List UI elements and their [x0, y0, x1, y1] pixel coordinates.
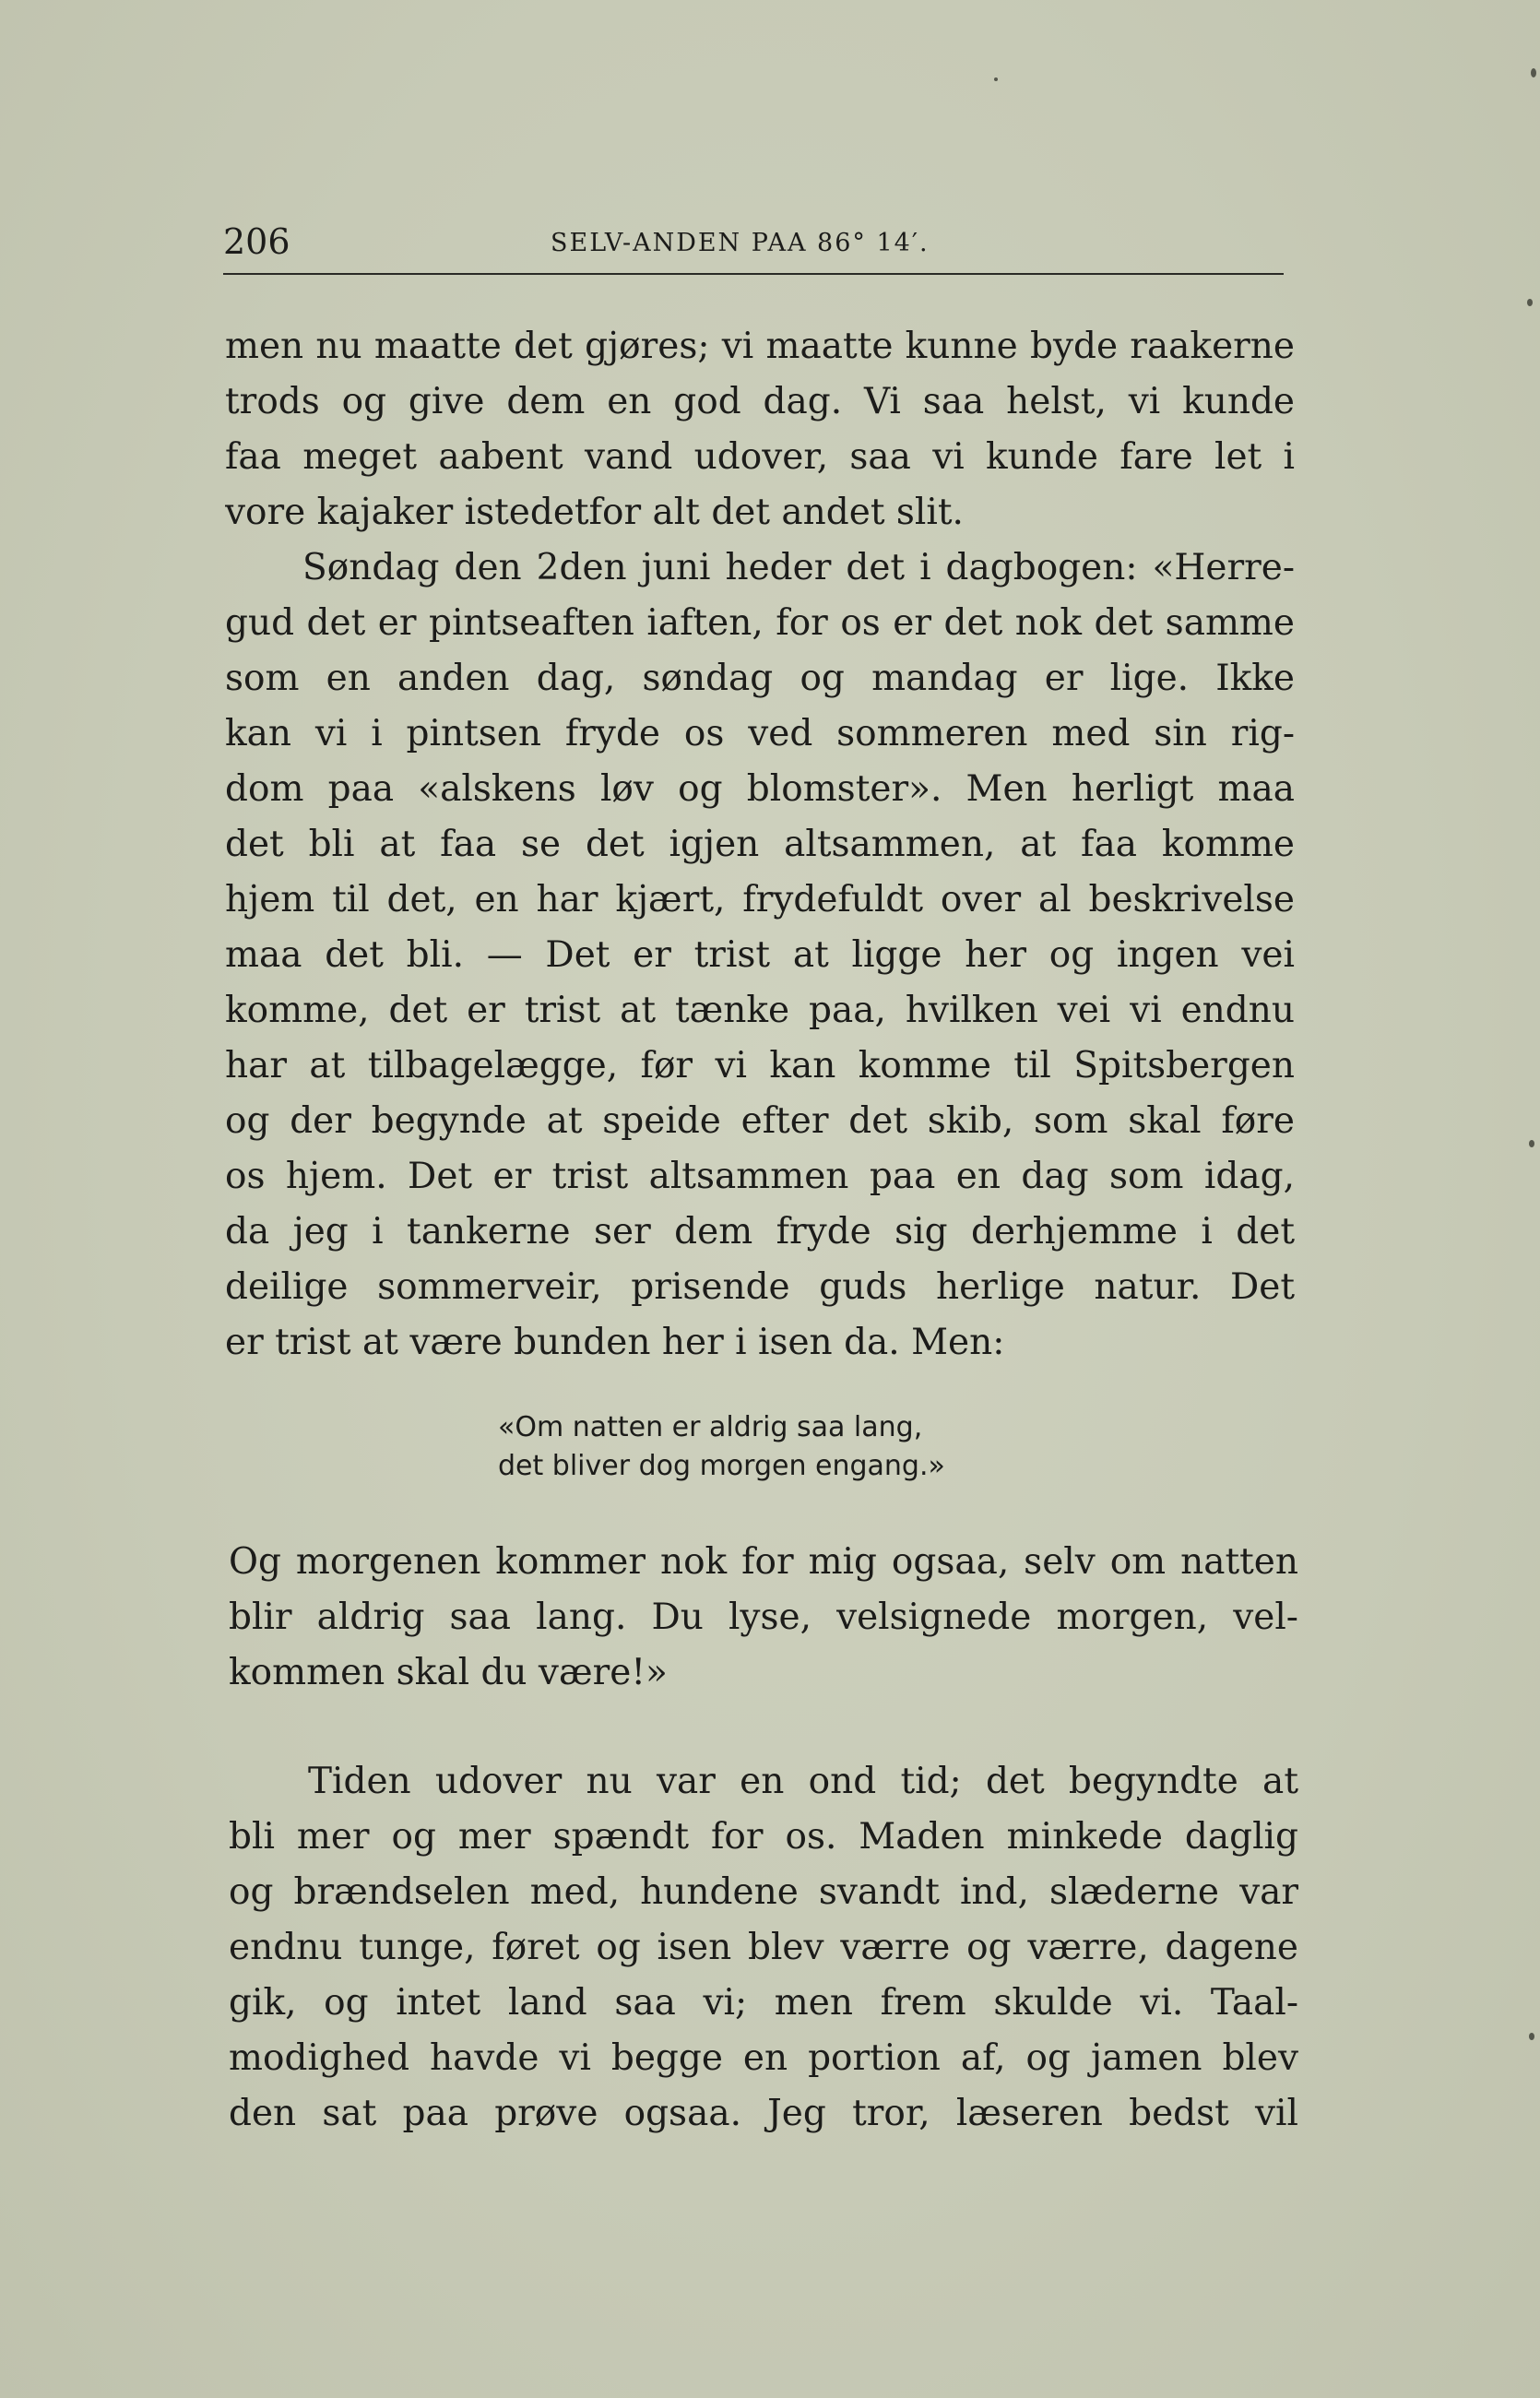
paper-speck — [994, 77, 998, 81]
text-line: os hjem. Det er trist altsammen paa en dag som idag, — [225, 1156, 1295, 1197]
verse-line: «Om natten er aldrig saa lang, — [498, 1411, 923, 1443]
paper-speck — [1527, 299, 1533, 306]
text-line: Tiden udover nu var en ond tid; det begyndte at — [308, 1761, 1298, 1802]
text-line: komme, det er trist at tænke paa, hvilken vei vi endnu — [225, 990, 1295, 1031]
text-line: den sat paa prøve ogsaa. Jeg tror, læseren bedst vil — [229, 2093, 1298, 2134]
paragraph-1 — [225, 319, 1295, 540]
text-line: maa det bli. — Det er trist at ligge her og ingen vei — [225, 934, 1295, 976]
text-line: blir aldrig saa lang. Du lyse, velsignede morgen, vel- — [229, 1597, 1298, 1638]
paper-speck — [1529, 1140, 1534, 1147]
running-head: SELV-ANDEN PAA 86° 14′. — [551, 229, 930, 257]
text-line: det bli at faa se det igjen altsammen, at faa komme — [225, 824, 1295, 865]
text-line: dom paa «alskens løv og blomster». Men herligt maa — [225, 768, 1295, 810]
text-line: men nu maatte det gjøres; vi maatte kunne byde raakerne — [225, 326, 1295, 367]
verse-line: det bliver dog morgen engang.» — [498, 1450, 945, 1482]
body-text-lower — [229, 1754, 1298, 2142]
paper-speck — [1531, 68, 1536, 77]
paper-speck — [1529, 2033, 1534, 2040]
text-line: er trist at være bunden her i isen da. Men: — [225, 1322, 1005, 1363]
text-line: trods og give dem en god dag. Vi saa helst, vi kunde — [225, 381, 1295, 422]
verse-quote — [498, 1408, 945, 1486]
text-line: hjem til det, en har kjært, frydefuldt over al beskrivelse — [225, 879, 1295, 920]
text-line: gik, og intet land saa vi; men frem skulde vi. Taal- — [229, 1982, 1298, 2024]
text-line: modighed havde vi begge en portion af, og jamen blev — [229, 2037, 1298, 2079]
text-line: deilige sommerveir, prisende guds herlige natur. Det — [225, 1266, 1295, 1308]
text-line: gud det er pintseaften iaften, for os er det nok det samme — [225, 602, 1295, 644]
page-header — [223, 214, 1284, 269]
text-line: Og morgenen kommer nok for mig ogsaa, selv om natten — [229, 1541, 1298, 1583]
body-text-upper — [225, 319, 1295, 1371]
text-line: og brændselen med, hundene svandt ind, slæderne var — [229, 1871, 1298, 1913]
text-line: Søndag den 2den juni heder det i dagbogen: «Herre- — [302, 547, 1295, 588]
text-line: bli mer og mer spændt for os. Maden minkede daglig — [229, 1816, 1298, 1858]
body-text-middle — [229, 1535, 1298, 1701]
text-line: vore kajaker istedetfor alt det andet slit. — [225, 492, 964, 533]
text-line: da jeg i tankerne ser dem fryde sig derhjemme i det — [225, 1211, 1295, 1252]
page-number: 206 — [223, 221, 290, 262]
text-line: og der begynde at speide efter det skib, som skal føre — [225, 1100, 1295, 1142]
text-line: kan vi i pintsen fryde os ved sommeren med sin rig- — [225, 713, 1295, 754]
text-line: kommen skal du være!» — [229, 1652, 668, 1693]
text-line: som en anden dag, søndag og mandag er lige. Ikke — [225, 658, 1295, 699]
text-line: faa meget aabent vand udover, saa vi kunde fare let i — [225, 436, 1295, 478]
text-line: endnu tunge, føret og isen blev værre og værre, dagene — [229, 1927, 1298, 1968]
header-rule — [223, 273, 1284, 275]
text-line: har at tilbagelægge, før vi kan komme til Spitsbergen — [225, 1045, 1295, 1086]
paragraph-2 — [225, 540, 1295, 1371]
